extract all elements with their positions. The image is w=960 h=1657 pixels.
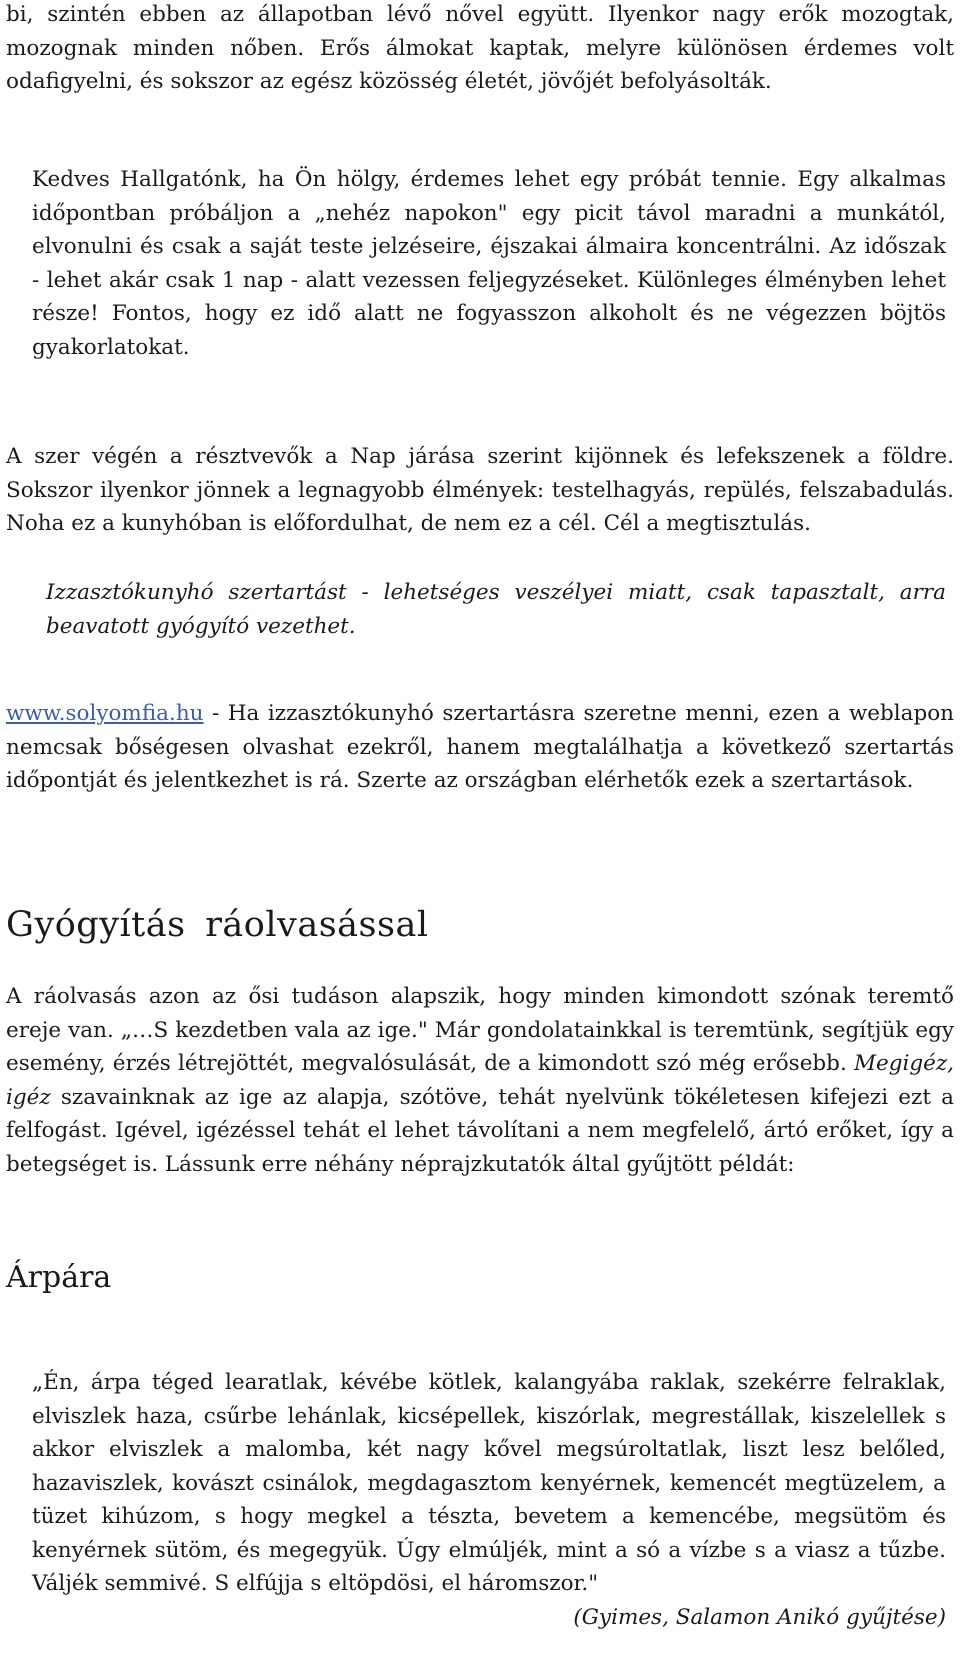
quote-text: „Én, árpa téged learatlak, kévébe kötlek, kalangyába raklak, szekérre felraklak, elviszlek haza, csűrbe lehánlak, kicsépellek, kiszórlak, megrestállak, kiszelellek s akkor elviszlek a malomba, két nagy kővel megsúroltatlak, liszt lesz belőled, hazaviszlek, kovászt csinálok, megdagasztom kenyérnek, kemencét megtüzelem, a tüzet kihúzom, s hogy megkel a tészta, bevetem a kemencébe, megsütöm és kenyérnek sütöm, és megegyük. Úgy elmúljék, mint a só a vízbe s a viasz a tűzbe. Váljék semmivé. S elfújja s eltöpdösi, el háromszor." [32,1370,946,1596]
subsection-heading: Árpára [6,1260,112,1295]
raolvasas-paragraph [6,980,954,1181]
quote-attribution: (Gyimes, Salamon Anikó gyűjtése) [573,1604,946,1630]
ceremony-end-paragraph: A szer végén a résztvevők a Nap járása szerint kijönnek és lefekszenek a földre. Sokszor ilyenkor jönnek a legnagyobb élmények: testelhagyás, repülés, felszabadulás. Noha ez a kunyhóban is előfordulhat, de nem ez a cél. Cél a megtisztulás. [6,444,954,536]
website-paragraph [6,697,954,798]
website-description: - Ha izzasztókunyhó szertartásra szeretne menni, ezen a weblapon nemcsak bőségesen olvashat ezekről, hanem megtalálhatja a következő szertartás időpontját és jelentkezhet is rá. Szerte az országban elérhetők ezek a szertartások. [6,701,954,793]
website-link[interactable]: www.solyomfia.hu [6,701,204,726]
warning-paragraph: Izzasztókunyhó szertartást - lehetséges veszélyei miatt, csak tapasztalt, arra beavatott gyógyító vezethet. [46,580,946,639]
incantation-quote [32,1366,946,1634]
raolvasas-text-1: A ráolvasás azon az ősi tudáson alapszik, hogy minden kimondott szónak teremtő ereje van. „…S kezdetben vala az ige." Már gondolatainkkal is teremtünk, segítjük egy esemény, érzés létrejöttét, megvalósulását, de a kimondott szó még erősebb. [6,984,954,1076]
raolvasas-emphasis: Megigéz, igéz [6,1051,954,1110]
section-heading: Gyógyítás ráolvasással [6,905,429,945]
advice-paragraph: Kedves Hallgatónk, ha Ön hölgy, érdemes lehet egy próbát tennie. Egy alkalmas időpontban próbáljon a „nehéz napokon" egy picit távol maradni a munkától, elvonulni és csak a saját teste jelzéseire, éjszakai álmaira koncentrálni. Az időszak - lehet akár csak 1 nap - alatt vezessen feljegyzéseket. Különleges élményben lehet része! Fontos, hogy ez idő alatt ne fogyasszon alkoholt és ne végezzen böjtös gyakorlatokat. [32,167,946,360]
intro-paragraph: bi, szintén ebben az állapotban lévő nővel együtt. Ilyenkor nagy erők mozogtak, mozognak minden nőben. Erős álmokat kaptak, melyre különösen érdemes volt odafigyelni, és sokszor az egész közösség életét, jövőjét befolyásolták. [6,2,954,94]
raolvasas-text-2: szavainknak az ige az alapja, szótöve, tehát nyelvünk tökéletesen kifejezi ezt a felfogást. Igével, igézéssel tehát el lehet távolítani a nem megfelelő, ártó erőket, így a betegséget is. Lássunk erre néhány néprajzkutatók által gyűjtött példát: [6,1084,954,1177]
